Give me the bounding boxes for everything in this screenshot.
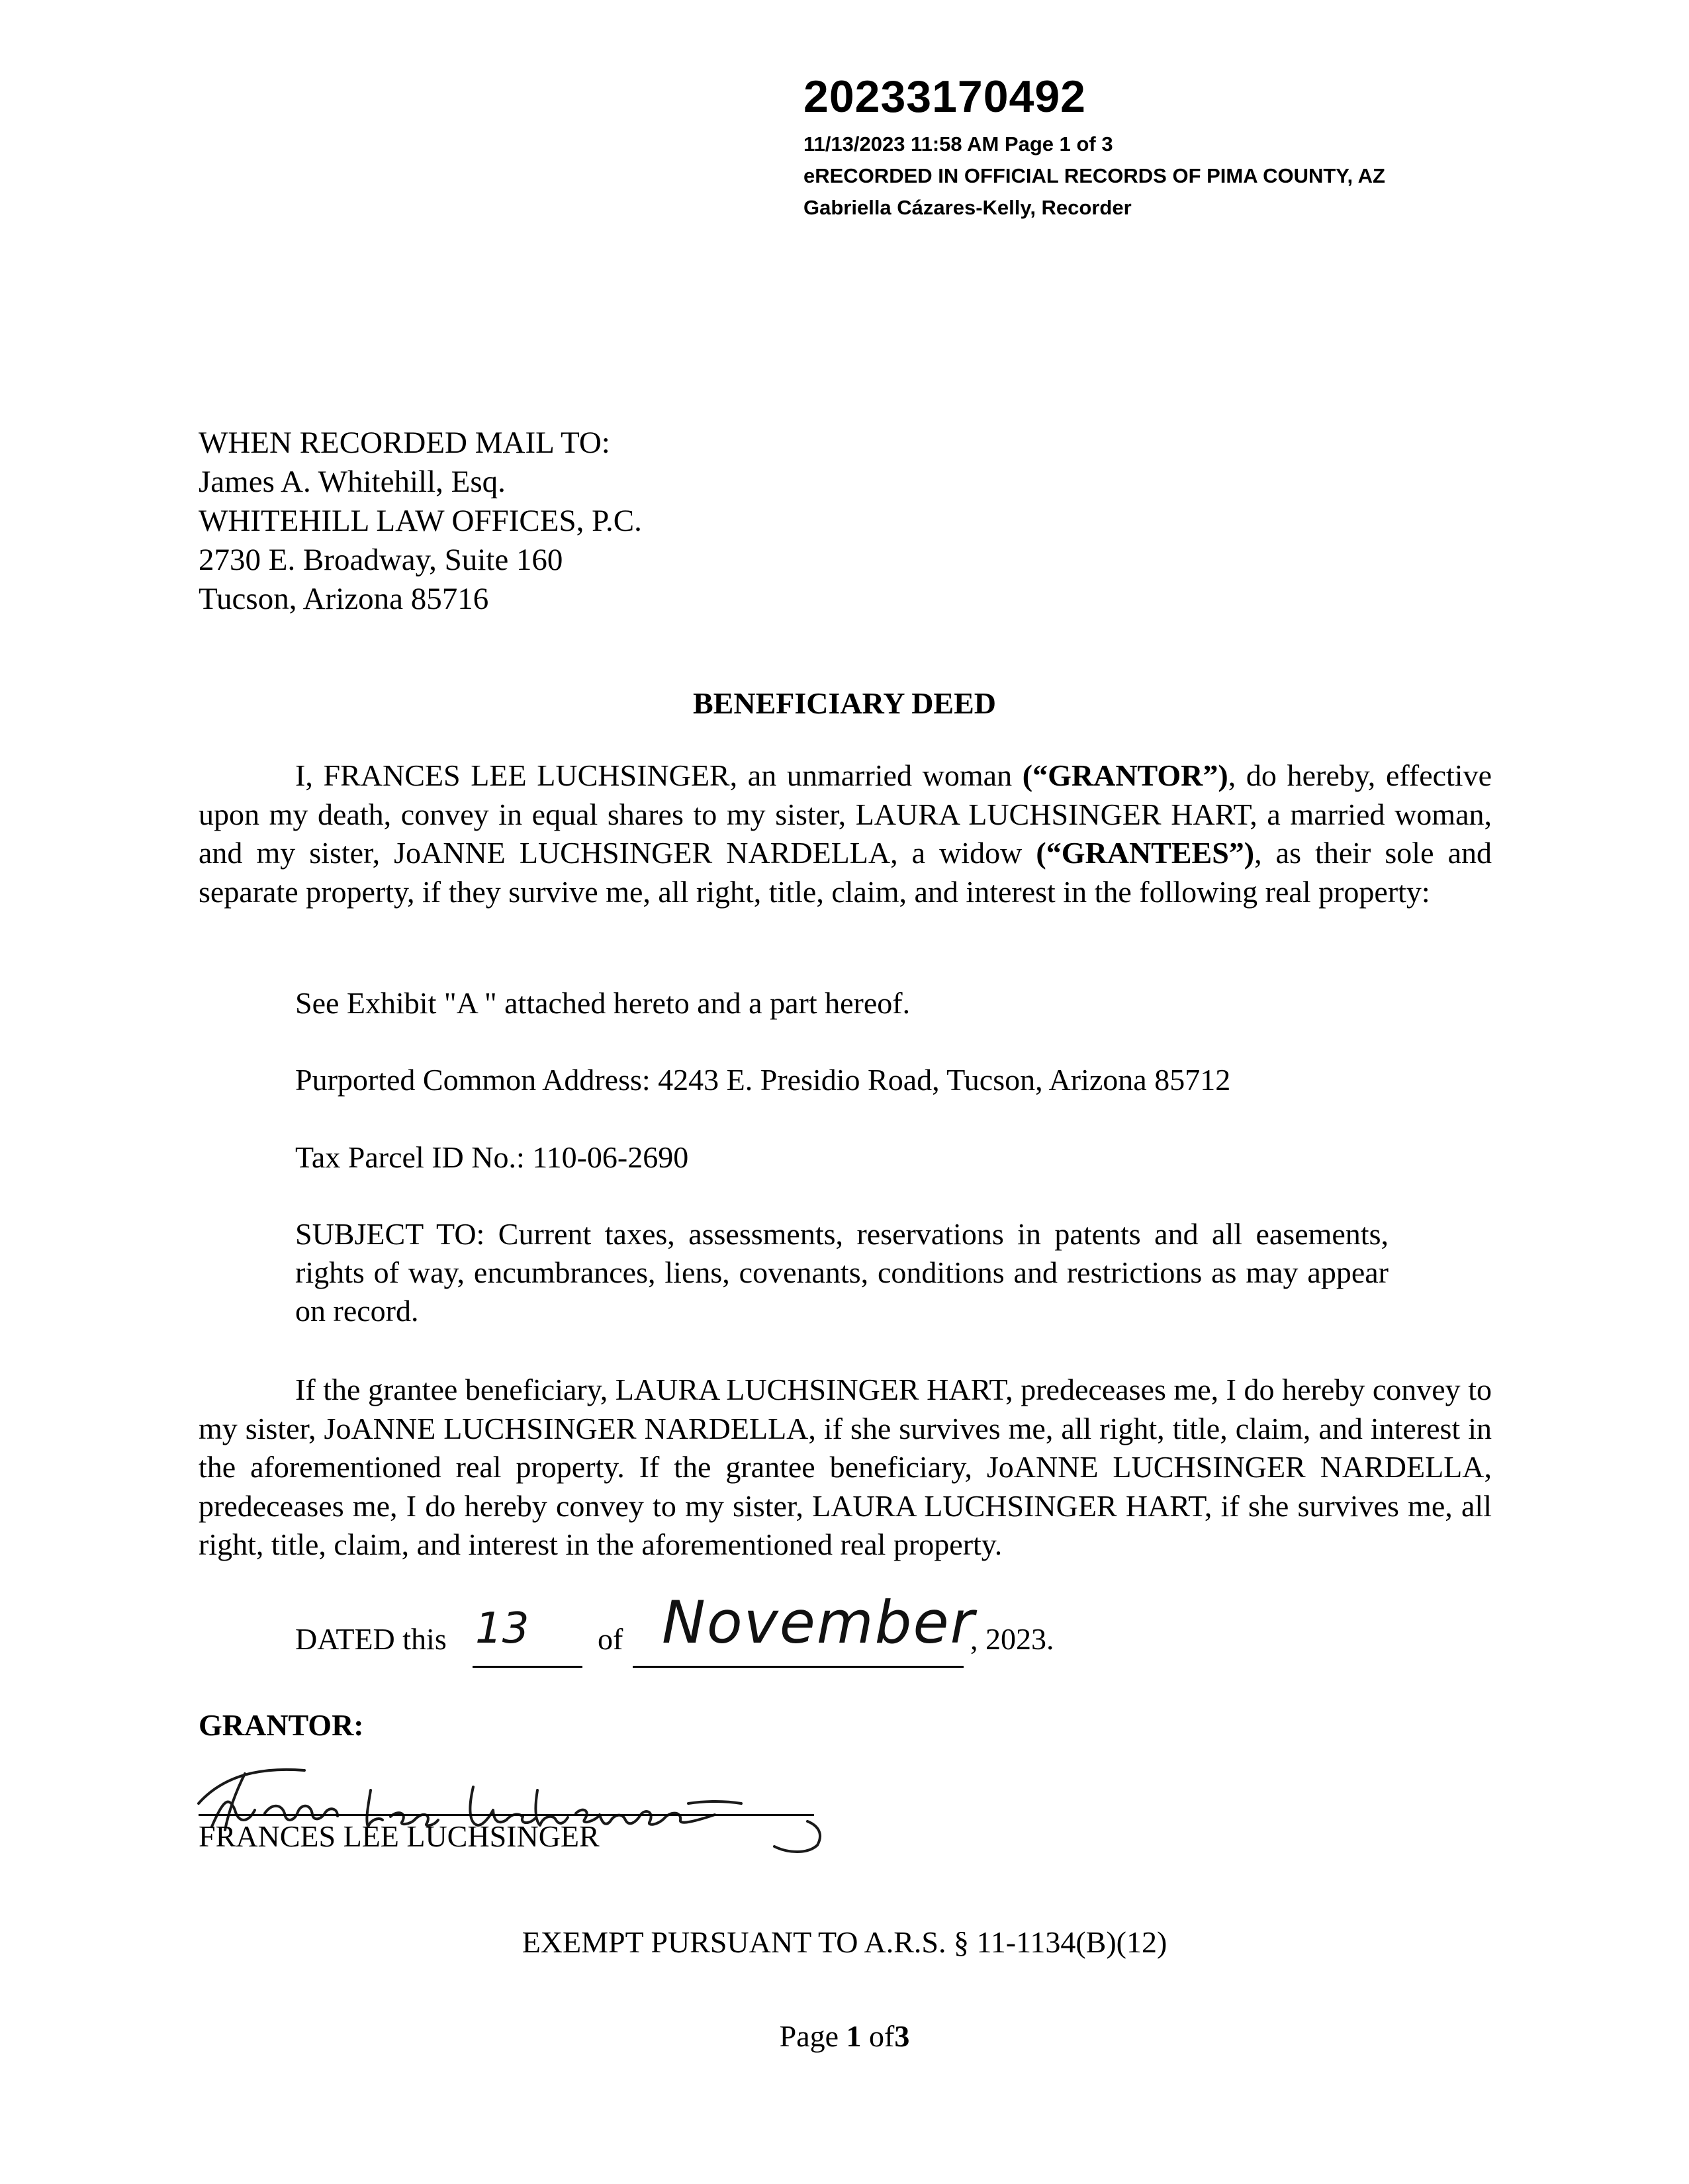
page-total: 3 — [894, 2019, 910, 2053]
mail-to-block — [199, 424, 642, 619]
dated-prefix: DATED this — [295, 1622, 447, 1656]
dated-year: , 2023. — [970, 1622, 1054, 1656]
page-of: of — [869, 2019, 895, 2053]
deed-title: BENEFICIARY DEED — [692, 686, 997, 720]
mail-to-line: James A. Whitehill, Esq. — [199, 465, 506, 499]
mail-to-heading: WHEN RECORDED MAIL TO: — [199, 426, 610, 460]
subject-to-clause: SUBJECT TO: Current taxes, assessments, reservations in patents and all easements, rights of way, encumbrances, liens, covenants, conditions and restrictions as may appear on record. — [295, 1217, 1389, 1328]
page-current: 1 — [846, 2019, 862, 2053]
handwritten-month: November — [662, 1588, 976, 1657]
conveyance-text: , do hereby, effective upon my death, convey in equal shares to my sister, LAURA LUCHSINGER HART, a married woman, and my sister, JoANNE LUCHSINGER NARDELLA, a widow — [199, 758, 1492, 870]
exemption-statement: EXEMPT PURSUANT TO A.R.S. § 11-1134(B)(12) — [522, 1925, 1167, 1959]
tax-parcel-id: Tax Parcel ID No.: 110-06-2690 — [295, 1140, 689, 1174]
grantor-label: GRANTOR: — [199, 1708, 364, 1742]
grantor-printed-name: FRANCES LEE LUCHSINGER — [199, 1819, 600, 1853]
day-blank-line — [473, 1666, 582, 1668]
mail-to-line: Tucson, Arizona 85716 — [199, 582, 489, 616]
page-number — [0, 2019, 1689, 2054]
conveyance-text: I, FRANCES LEE LUCHSINGER, an unmarried woman — [295, 758, 1023, 792]
handwritten-day: 13 — [475, 1604, 529, 1653]
dated-of: of — [598, 1622, 623, 1656]
recorder-name: Gabriella Cázares-Kelly, Recorder — [803, 196, 1132, 219]
contingent-beneficiary-paragraph — [199, 1371, 1492, 1565]
conveyance-text: , as their sole and separate property, if they survive me, all right, title, claim, and interest in the following real property: — [199, 836, 1492, 909]
recording-stamp — [803, 71, 1385, 224]
contingent-text: If the grantee beneficiary, LAURA LUCHSINGER HART, predeceases me, I do hereby convey to my sister, JoANNE LUCHSINGER NARDELLA, if she survives me, all right, title, claim, and interest in the aforementioned real property. If the grantee beneficiary, JoANNE LUCHSINGER NARDELLA, predeceases me, I do hereby convey to my sister, LAURA LUCHSINGER HART, if she survives me, all right, title, claim, and interest in the aforementioned real property. — [199, 1373, 1492, 1561]
property-address: Purported Common Address: 4243 E. Presidio Road, Tucson, Arizona 85712 — [295, 1063, 1231, 1097]
grantees-term: (“GRANTEES”) — [1036, 836, 1255, 870]
exhibit-reference: See Exhibit "A " attached hereto and a part hereof. — [295, 986, 911, 1020]
mail-to-line: WHITEHILL LAW OFFICES, P.C. — [199, 504, 642, 538]
recording-office: eRECORDED IN OFFICIAL RECORDS OF PIMA COUNTY, AZ — [803, 164, 1385, 187]
recording-timestamp: 11/13/2023 11:58 AM Page 1 of 3 — [803, 132, 1113, 156]
conveyance-paragraph — [199, 756, 1492, 911]
document-number: 20233170492 — [803, 71, 1087, 122]
grantor-term: (“GRANTOR”) — [1022, 758, 1228, 792]
mail-to-line: 2730 E. Broadway, Suite 160 — [199, 543, 563, 577]
signature-line — [199, 1814, 814, 1816]
page-word: Page — [779, 2019, 839, 2053]
month-blank-line — [633, 1666, 964, 1668]
